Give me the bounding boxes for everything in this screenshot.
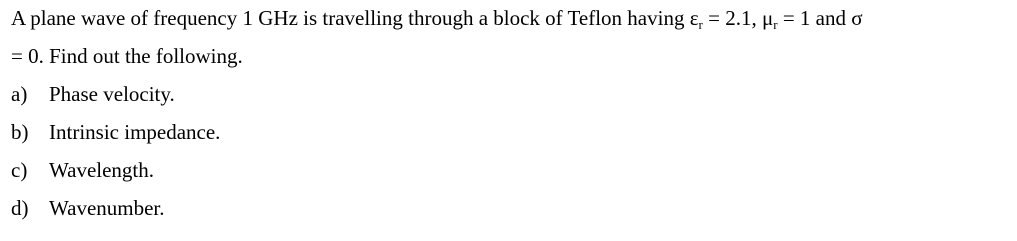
- list-item-marker: a): [11, 82, 28, 106]
- list-item: [11, 160, 154, 181]
- list-item-marker: d): [11, 196, 29, 220]
- list-item: [11, 122, 220, 143]
- list-item-marker: b): [11, 120, 29, 144]
- epsilon-value: = 2.1,: [702, 6, 762, 30]
- list-item: [11, 198, 165, 219]
- list-item-text: Wavenumber.: [49, 196, 165, 220]
- problem-line-1: [11, 8, 863, 31]
- problem-intro-text: A plane wave of frequency 1 GHz is travelling through a block of Teflon having: [11, 6, 690, 30]
- epsilon-subscript: r: [698, 17, 703, 32]
- list-item-text: Phase velocity.: [49, 82, 175, 106]
- sigma-symbol: σ: [851, 6, 863, 30]
- epsilon-symbol: ε: [689, 6, 699, 30]
- mu-value: = 1 and: [777, 6, 852, 30]
- list-item-text: Intrinsic impedance.: [49, 120, 221, 144]
- list-item: [11, 84, 175, 105]
- problem-line-2: = 0. Find out the following.: [11, 44, 243, 68]
- mu-subscript: r: [773, 17, 778, 32]
- mu-symbol: μ: [761, 6, 774, 30]
- list-item-marker: c): [11, 158, 28, 182]
- list-item-text: Wavelength.: [49, 158, 155, 182]
